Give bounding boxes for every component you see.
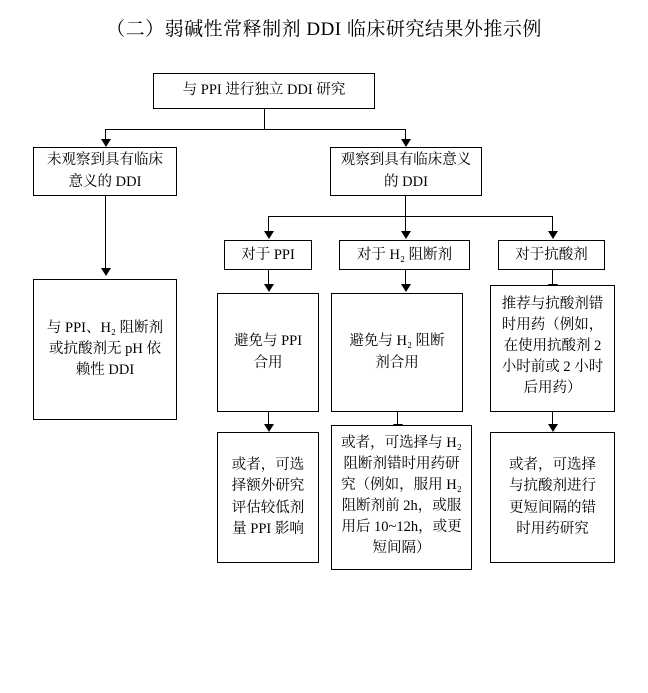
arrow-left-outcome xyxy=(101,268,111,276)
node-right-branch-label: 观察到具有临床意义的 DDI xyxy=(340,152,472,190)
node-col3-alt xyxy=(490,432,615,563)
node-col1-action-label: 避免与 PPI 合用 xyxy=(233,333,303,371)
node-col2-alt-label: 或者，可选择与 H₂ 阻断剂错时用药研究（例如，服用 H₂ 阻断剂前 2h，或服用后 10~12h，或更短间隔） xyxy=(341,435,462,557)
node-col3-head xyxy=(498,240,605,270)
node-col3-action xyxy=(490,285,615,412)
node-col2-action xyxy=(331,293,463,412)
node-left-branch xyxy=(33,147,177,196)
node-col1-alt xyxy=(217,432,319,563)
arrow-col3-alt xyxy=(548,424,558,432)
node-root-label: 与 PPI 进行独立 DDI 研究 xyxy=(182,82,346,99)
node-root xyxy=(153,73,375,109)
node-col2-action-label: 避免与 H₂ 阻断剂合用 xyxy=(349,333,445,371)
node-left-outcome xyxy=(33,279,177,420)
node-col1-alt-label: 或者，可选择额外研究评估较低剂量 PPI 影响 xyxy=(231,457,305,537)
node-col3-action-label: 推荐与抗酸剂错时用药（例如，在使用抗酸剂 2 小时前或 2 小时后用药） xyxy=(501,296,604,397)
node-col1-head-label: 对于 PPI xyxy=(241,246,295,263)
page-title: （二）弱碱性常释制剂 DDI 临床研究结果外推示例 xyxy=(106,19,542,40)
arrow-to-col3 xyxy=(548,231,558,239)
arrow-to-right-branch xyxy=(401,139,411,147)
node-left-outcome-label: 与 PPI、H₂ 阻断剂或抗酸剂无 pH 依赖性 DDI xyxy=(46,319,164,378)
arrow-to-left-branch xyxy=(101,139,111,147)
connector-root-split xyxy=(105,129,405,130)
node-left-branch-label: 未观察到具有临床意义的 DDI xyxy=(47,152,163,190)
connector-right-branch-stem xyxy=(405,196,406,216)
arrow-col2-action xyxy=(401,284,411,292)
connector-left-branch-to-outcome xyxy=(105,196,106,270)
connector-three-way-split xyxy=(268,216,553,217)
arrow-col1-action xyxy=(264,284,274,292)
node-col1-action xyxy=(217,293,319,412)
arrow-to-col1 xyxy=(264,231,274,239)
connector-root-stem xyxy=(264,109,265,129)
arrow-col1-alt xyxy=(264,424,274,432)
node-col2-alt xyxy=(331,425,472,570)
node-col1-head xyxy=(224,240,312,270)
node-col2-head-label: 对于 H₂ 阻断剂 xyxy=(356,246,453,263)
node-right-branch xyxy=(330,147,482,196)
arrow-to-col2 xyxy=(401,231,411,239)
node-col3-head-label: 对于抗酸剂 xyxy=(515,246,588,263)
node-col3-alt-label: 或者，可选择与抗酸剂进行更短间隔的错时用药研究 xyxy=(509,457,596,537)
node-col2-head xyxy=(339,240,470,270)
